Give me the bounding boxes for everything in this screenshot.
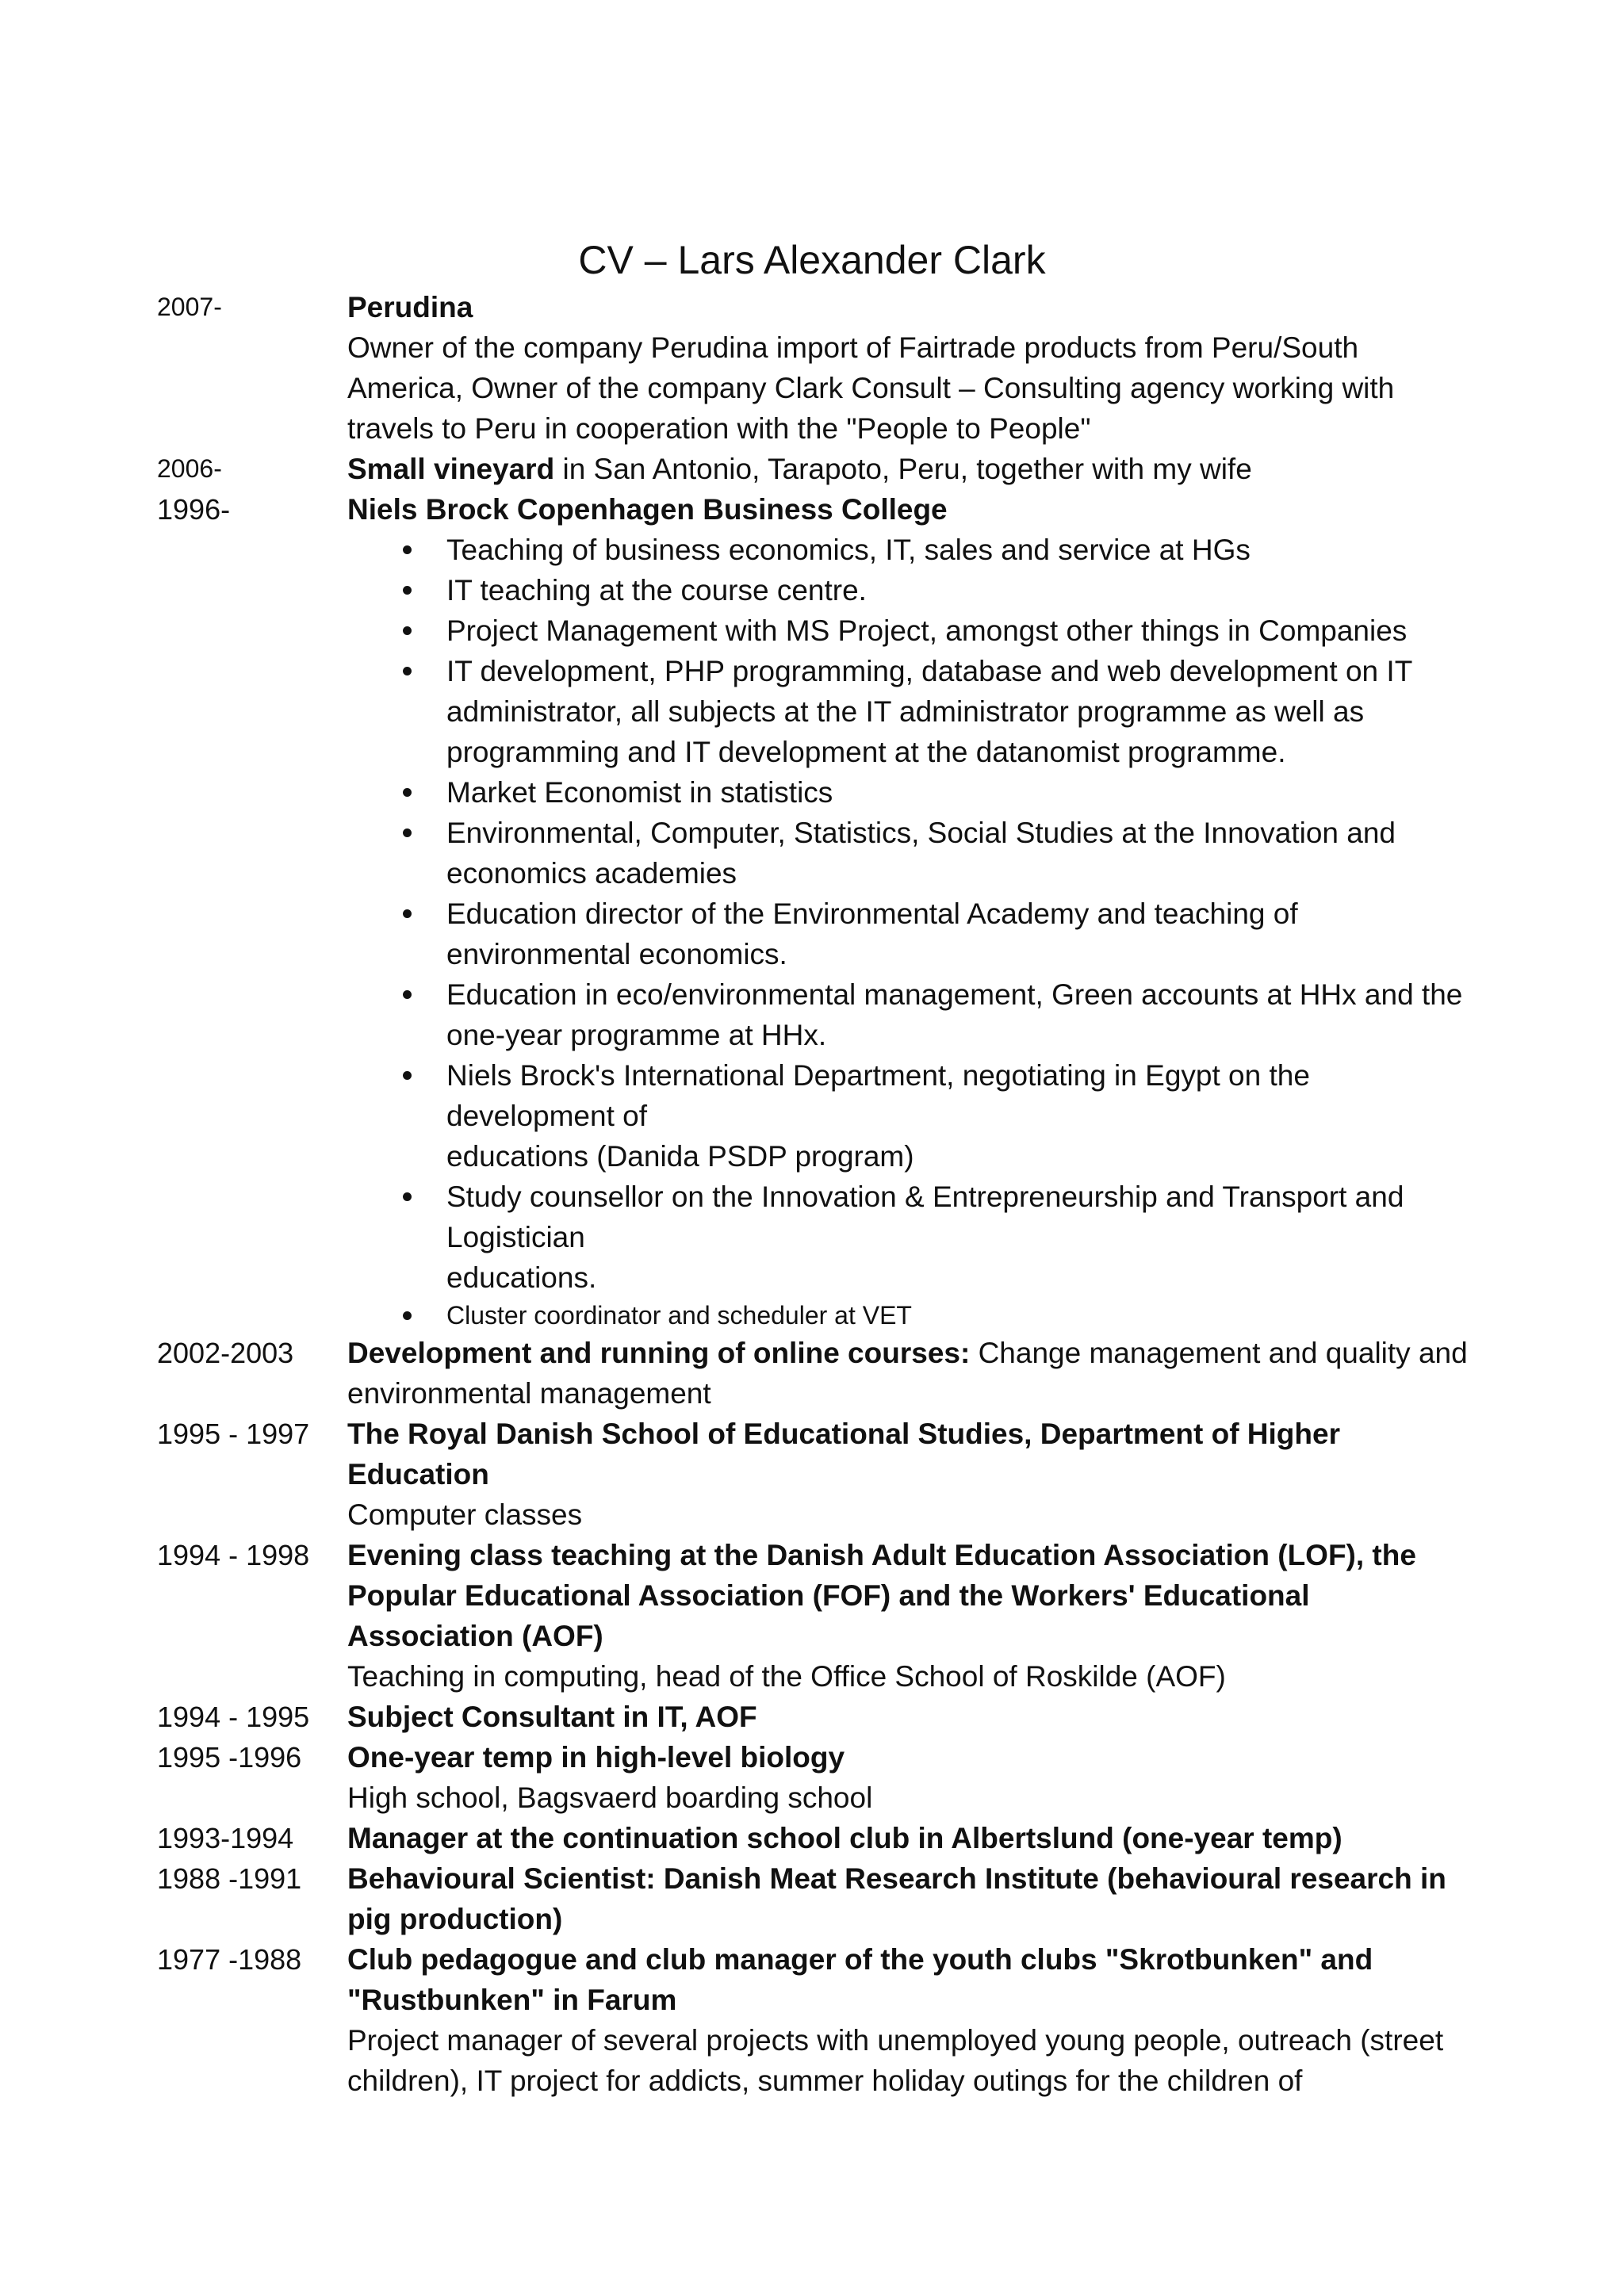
entry-content (347, 287, 1473, 449)
entry-heading: Manager at the continuation school club in Albertslund (one-year temp) (347, 1822, 1342, 1854)
bullet-icon (403, 1071, 412, 1080)
entry-content (347, 1414, 1473, 1535)
bullet-icon (403, 788, 412, 797)
entry-text: Teaching in computing, head of the Office School of Roskilde (AOF) (347, 1660, 1226, 1693)
entry-date: 1996- (157, 493, 231, 526)
list-item: Environmental, Computer, Statistics, Social Studies at the Innovation and economics academies (347, 813, 1473, 894)
bullet-list (347, 530, 1473, 1333)
entry-date: 1994 - 1995 (157, 1701, 310, 1733)
list-item: Project Management with MS Project, amongst other things in Companies (347, 610, 1473, 651)
entry-content (347, 1818, 1473, 1858)
entry-heading: Small vineyard (347, 453, 555, 485)
cv-entries (157, 287, 1473, 2101)
entry-heading: Evening class teaching at the Danish Adult Education Association (LOF), the Popular Educational Association (FOF) and the Workers' Educational Association (AOF) (347, 1539, 1416, 1652)
entry-date: 1988 -1991 (157, 1862, 302, 1895)
entry-content (347, 449, 1473, 489)
cv-entry-club-pedagogue (157, 1939, 1473, 2101)
bullet-icon (403, 909, 412, 918)
entry-heading: Club pedagogue and club manager of the youth clubs "Skrotbunken" and "Rustbunken" in Farum (347, 1943, 1373, 2016)
cv-entry-vineyard (157, 449, 1473, 489)
list-item: Education in eco/environmental management, Green accounts at HHx and the one-year programme at HHx. (347, 974, 1473, 1055)
bullet-icon (403, 990, 412, 999)
entry-date: 2006- (157, 454, 222, 483)
entry-content (347, 1737, 1473, 1818)
list-item: IT development, PHP programming, database and web development on IT administrator, all subjects at the IT administrator programme as well as programming and IT development at the datanomist programme. (347, 651, 1473, 772)
entry-heading: Subject Consultant in IT, AOF (347, 1701, 757, 1733)
entry-content (347, 1858, 1473, 1939)
entry-date: 2002-2003 (157, 1337, 294, 1369)
cv-entry-royal-danish-school (157, 1414, 1473, 1535)
entry-heading: Niels Brock Copenhagen Business College (347, 493, 948, 526)
entry-date: 2007- (157, 293, 222, 321)
entry-text: in San Antonio, Tarapoto, Peru, together with my wife (554, 453, 1252, 485)
cv-entry-online-courses (157, 1333, 1473, 1414)
entry-heading: Perudina (347, 291, 473, 323)
entry-date: 1995 - 1997 (157, 1418, 310, 1450)
list-item: IT teaching at the course centre. (347, 570, 1473, 610)
list-item: Niels Brock's International Department, negotiating in Egypt on the development of educations (Danida PSDP program) (347, 1055, 1473, 1177)
entry-date: 1994 - 1998 (157, 1539, 310, 1571)
bullet-icon (403, 1311, 412, 1320)
cv-entry-biology-temp (157, 1737, 1473, 1818)
entry-heading: Development and running of online courses: (347, 1337, 971, 1369)
list-item: Teaching of business economics, IT, sales and service at HGs (347, 530, 1473, 570)
entry-content (347, 1535, 1473, 1697)
entry-content (347, 1333, 1473, 1414)
entry-content (347, 1697, 1473, 1737)
bullet-icon (403, 626, 412, 635)
entry-text: Change management and quality and environmental management (347, 1337, 1468, 1410)
entry-date: 1977 -1988 (157, 1943, 302, 1976)
entry-content (347, 489, 1473, 1333)
list-item: Market Economist in statistics (347, 772, 1473, 813)
cv-entry-continuation-school (157, 1818, 1473, 1858)
bullet-icon (403, 586, 412, 595)
entry-heading: The Royal Danish School of Educational Studies, Department of Higher Education (347, 1418, 1340, 1490)
page-title: CV – Lars Alexander Clark (578, 238, 1046, 282)
entry-text: Owner of the company Perudina import of Fairtrade products from Peru/South America, Owner of the company Clark Consult – Consulting agency working with travels to Peru in cooperation with the "People to People" (347, 331, 1395, 445)
entry-heading: Behavioural Scientist: Danish Meat Research Institute (behavioural research in pig production) (347, 1862, 1446, 1935)
bullet-icon (403, 667, 412, 675)
cv-entry-niels-brock (157, 489, 1473, 1333)
entry-date: 1993-1994 (157, 1822, 294, 1854)
entry-heading: One-year temp in high-level biology (347, 1741, 845, 1774)
cv-entry-evening-classes (157, 1535, 1473, 1697)
cv-entry-subject-consultant (157, 1697, 1473, 1737)
list-item: Cluster coordinator and scheduler at VET (347, 1298, 1473, 1333)
bullet-icon (403, 545, 412, 554)
entry-text: Project manager of several projects with unemployed young people, outreach (street children), IT project for addicts, summer holiday outings for the children of (347, 2024, 1444, 2097)
entry-content (347, 1939, 1473, 2101)
entry-text: Computer classes (347, 1498, 583, 1531)
entry-text: High school, Bagsvaerd boarding school (347, 1781, 873, 1814)
list-item: Education director of the Environmental Academy and teaching of environmental economics. (347, 894, 1473, 974)
entry-date: 1995 -1996 (157, 1741, 302, 1774)
list-item: Study counsellor on the Innovation & Entrepreneurship and Transport and Logistician educations. (347, 1177, 1473, 1298)
cv-entry-behavioural-scientist (157, 1858, 1473, 1939)
bullet-icon (403, 1192, 412, 1201)
cv-entry-perudina (157, 287, 1473, 449)
bullet-icon (403, 828, 412, 837)
